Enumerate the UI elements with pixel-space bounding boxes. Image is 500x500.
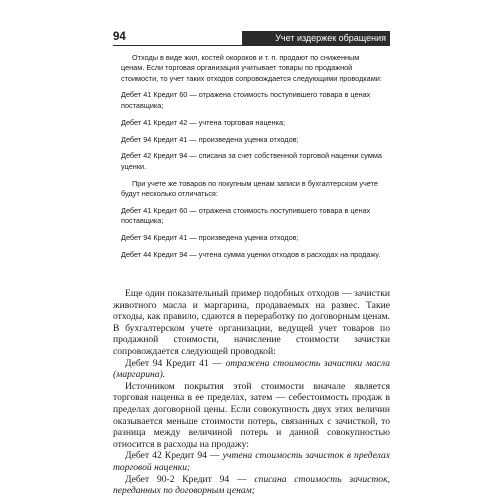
entry-description: списана стоимость зачисток, переданных по договорным ценам; xyxy=(113,473,390,497)
example-box xyxy=(121,53,383,267)
entry-accounts: Дебет 90-2 Кредит 94 — xyxy=(125,473,255,485)
body-paragraph: Источником покрытия этой стоимости вначале является торговая наценка в ее пределах, затем — себестоимость продаж в пределах договорной цены. Если совокупность двух этих величин оказывается меньше стоимости потерь, связанных с зачисткой, то разница между величиной потерь и данной совокупностью относится в расходы на продажу: xyxy=(113,380,390,450)
entry-description: отражена стоимость зачистки масла (маргарина). xyxy=(113,357,390,381)
box-entry: Дебет 94 Кредит 41 — произведена уценка отходов; xyxy=(121,233,299,243)
box-paragraph: При учете же товаров по покупным ценам записи в бухгалтерском учете будут несколько отличаться: xyxy=(121,178,378,198)
box-entry: Дебет 41 Кредит 60 — отражена стоимость поступившего товара в ценах поставщика; xyxy=(121,205,371,226)
entry-accounts: Дебет 42 Кредит 94 — xyxy=(125,450,223,462)
entry-accounts: Дебет 94 Кредит 41 — xyxy=(125,357,226,369)
main-text xyxy=(113,288,390,497)
box-entry: Дебет 94 Кредит 41 — произведена уценка отходов; xyxy=(121,134,299,144)
header-rule xyxy=(113,45,390,46)
box-entry: Дебет 44 Кредит 94 — учтена сумма уценки отходов в расходах на продажу. xyxy=(121,249,381,259)
page-number: 94 xyxy=(113,31,126,43)
box-paragraph: Отходы в виде жил, костей окороков и т. п. продают по сниженным ценам. Если торговая организация учитывает товары по продажной стоимости, то учет таких отходов сопровождается следующими проводками: xyxy=(121,53,382,83)
body-entry xyxy=(113,358,390,381)
box-entry: Дебет 41 Кредит 42 — учтена торговая наценка; xyxy=(121,117,286,127)
entry-description: учтена стоимость зачисток в пределах торговой наценки; xyxy=(113,450,390,473)
body-entry xyxy=(113,450,390,473)
section-title: Учет издержек обращения xyxy=(242,31,390,45)
body-entry xyxy=(113,474,390,497)
body-paragraph: Еще один показательный пример подобных отходов — зачистки животного масла и маргарина, продаваемых на развес. Такие отходы, как правило, сдаются в переработку по договорным ценам. В бухгалтерском учете организации, ведущей учет товаров по продажной стоимости, начисление стоимости зачистки сопровождается следующей проводкой: xyxy=(113,288,390,357)
running-header xyxy=(113,31,390,45)
box-entry: Дебет 41 Кредит 60 — отражена стоимость поступившего товара в ценах поставщика; xyxy=(121,90,371,110)
box-entry: Дебет 42 Кредит 94 — списана за счет собственной торговой наценки сумма уценки. xyxy=(121,151,382,171)
